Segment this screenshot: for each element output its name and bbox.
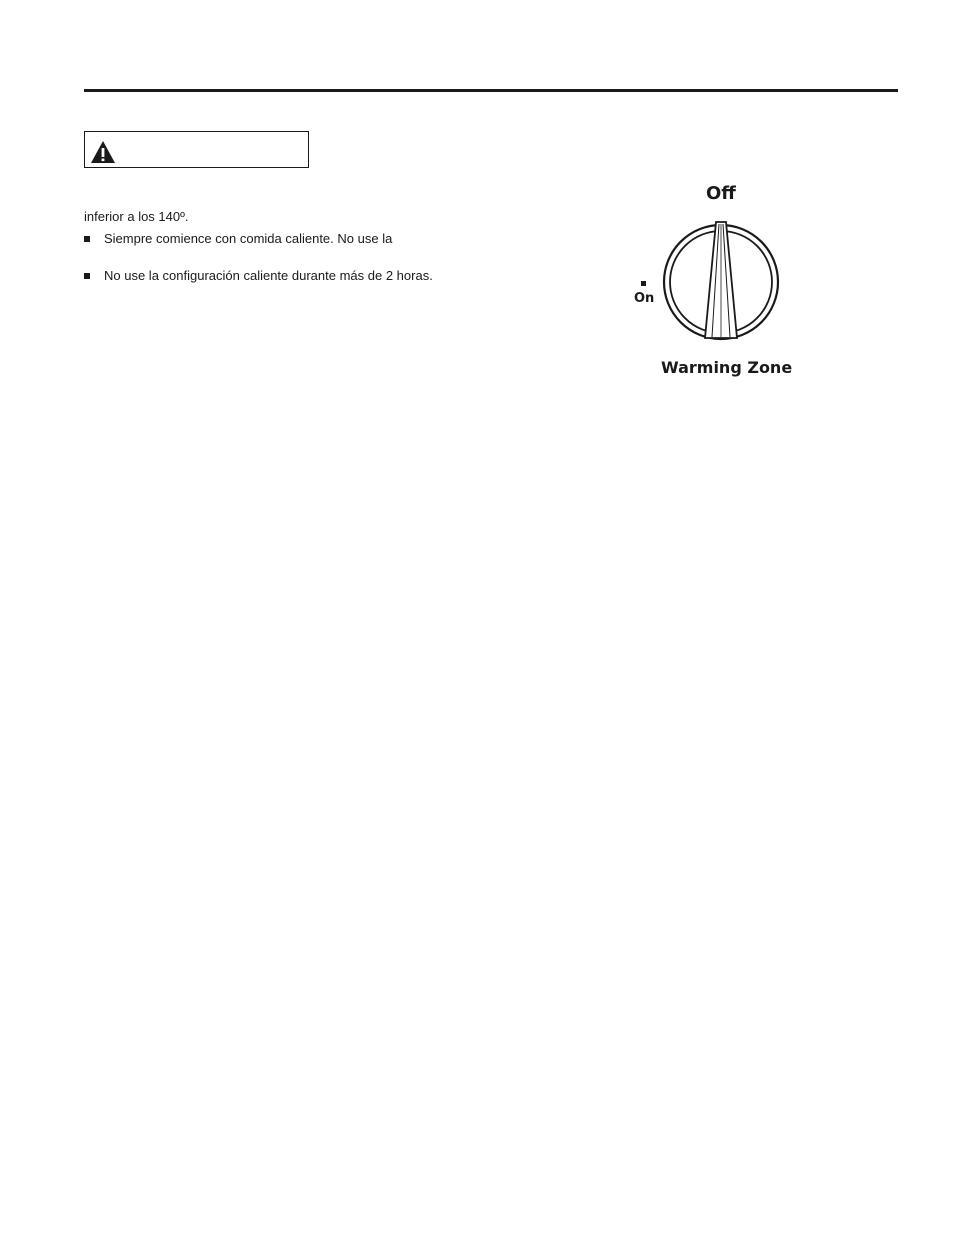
bullet-item: No use la configuración caliente durante más de 2 horas. (84, 268, 433, 284)
dial-off-label: Off (706, 183, 736, 204)
bullet-square (84, 273, 90, 279)
dial-on-label: On (634, 291, 655, 306)
bullet-square (84, 236, 90, 242)
warning-box (84, 131, 309, 168)
bullet-item: Siempre comience con comida caliente. No use la (84, 231, 392, 247)
top-rule (84, 89, 898, 92)
dial-zone-label: Warming Zone (661, 358, 793, 377)
intro-text: inferior a los 140º. (84, 209, 189, 224)
on-indicator-dot (641, 281, 646, 286)
warning-triangle-icon (90, 140, 116, 164)
